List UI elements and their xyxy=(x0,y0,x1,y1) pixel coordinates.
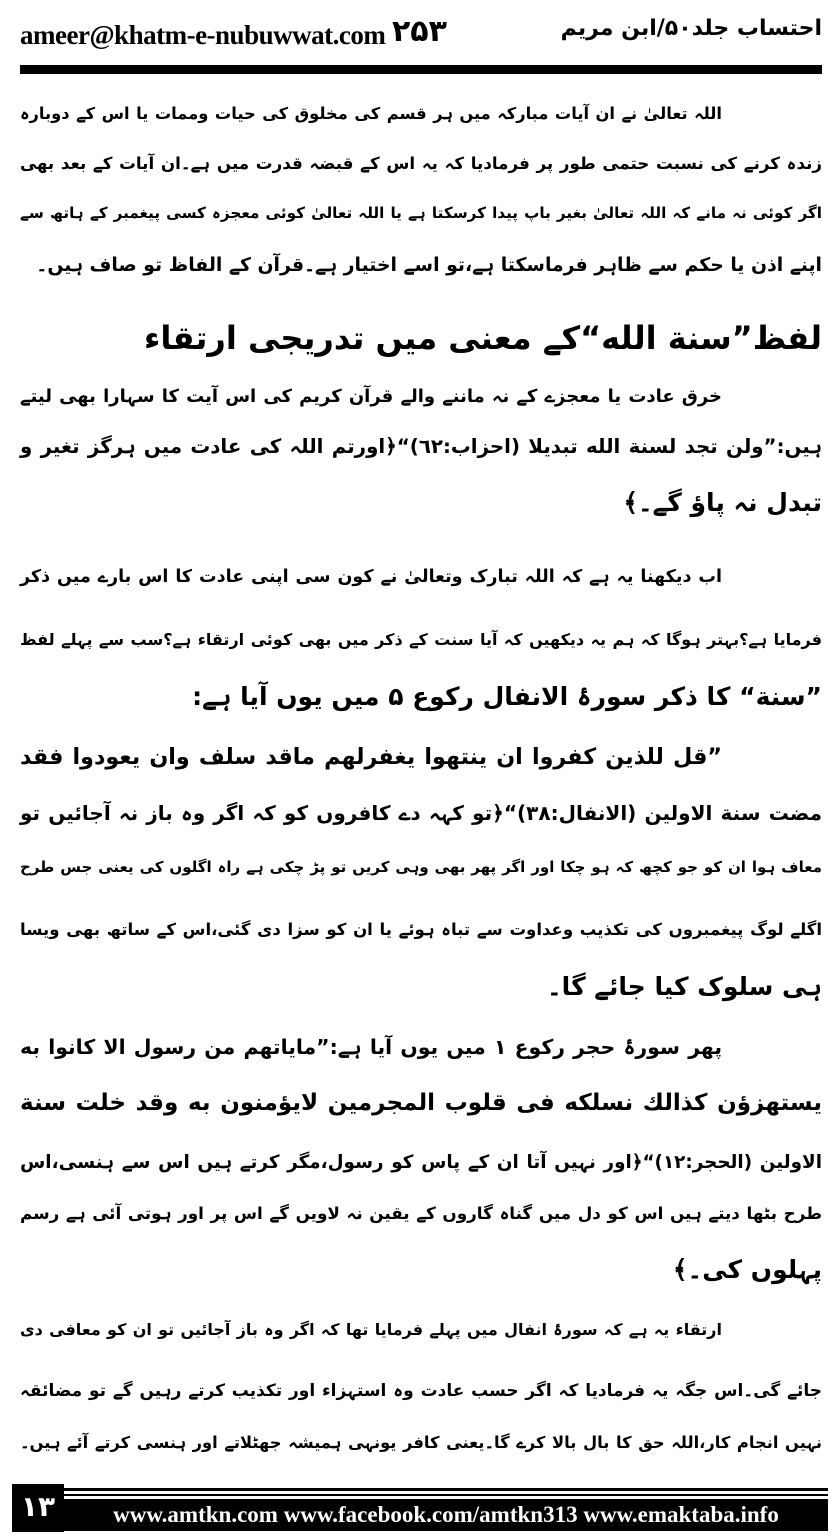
text-line xyxy=(20,371,722,423)
line-text: ہی سلوک کیا جائے گا۔ xyxy=(547,972,822,1001)
footer-links: www.amtkn.com www.facebook.com/amtkn313 www.emaktaba.info xyxy=(64,1499,828,1531)
text-line xyxy=(20,1364,822,1416)
line-text: پہلوں کی۔﴾ xyxy=(672,1255,822,1284)
arabic-quote-line xyxy=(20,1077,822,1129)
text-line xyxy=(20,614,822,666)
line-text: اللہ تعالیٰ نے ان آیات مبارکہ میں ہر قسم کی مخلوق کی حیات وممات یا اس کے دوبارہ xyxy=(20,104,722,123)
text-line xyxy=(20,88,722,140)
footer-rule xyxy=(64,1494,828,1496)
text-line xyxy=(20,904,822,956)
line-text: طرح بٹھا دیتے ہیں اس کو دل میں گناہ گاروں کے یقین نہ لاویں گے اس پر اور ہوتی آئی ہے رسم xyxy=(20,1203,822,1223)
section-heading xyxy=(20,308,822,368)
header-book-title: احتساب جلد۵۰/ابن مریم xyxy=(560,16,822,41)
line-text: پھر سورۂ حجر رکوع ۱ میں یوں آیا ہے:”مایاتھم من رسول الا کانوا به xyxy=(20,1035,722,1059)
line-text: اگلے لوگ پیغمبروں کی تکذیب وعداوت سے تباہ ہوئے یا ان کو سزا دی گئی،اس کے ساتھ بھی ویسا xyxy=(20,920,822,939)
text-line xyxy=(20,787,822,839)
text-line xyxy=(20,477,822,529)
header-rule xyxy=(20,65,822,74)
text-line xyxy=(20,1021,722,1073)
line-text: جائے گی۔اس جگہ یہ فرمادیا کہ اگر حسب عادت وہ استہزاء اور تکذیب کرتے رہیں گے تو مضائقہ xyxy=(20,1380,822,1400)
text-line xyxy=(20,1137,822,1189)
footer-page-number: ۱۳ xyxy=(12,1484,64,1532)
heading-text: لفظ”سنة الله“کے معنی میں تدریجی ارتقاء xyxy=(144,319,822,357)
text-line xyxy=(20,240,822,292)
header-email: ameer@khatm-e-nubuwwat.com xyxy=(20,20,386,50)
text-line xyxy=(20,1244,822,1296)
line-text: معاف ہوا ان کو جو کچھ کہ ہو چکا اور اگر پھر بھی وہی کریں تو پڑ چکی ہے راہ اگلوں کی یعنی جس طرح xyxy=(20,858,822,876)
text-line xyxy=(20,961,822,1013)
line-text: نہیں انجام کار،اللہ حق کا بال بالا کرے گا۔یعنی کافر یونہی ہمیشہ جھٹلاتے اور ہنسی کرتے آئے ہیں۔ xyxy=(20,1433,822,1452)
text-line xyxy=(20,1417,822,1469)
header-page-number: ۲۵۳ xyxy=(392,14,447,49)
line-text: فرمایا ہے؟بہتر ہوگا کہ ہم یہ دیکھیں کہ آیا سنت کے ذکر میں بھی کوئی ارتقاء ہے؟سب سے پہلے لفظ xyxy=(20,630,822,649)
line-text: خرق عادت یا معجزے کے نہ ماننے والے قرآن کریم کی اس آیت کا سہارا بھی لیتے xyxy=(20,386,722,407)
line-text: ”سنة“ کا ذکر سورۂ الانفال رکوع ۵ میں یوں آیا ہے: xyxy=(192,682,822,711)
text-line xyxy=(20,137,822,189)
line-text: الاولین (الحجر:١٢)“﴿اور نہیں آتا ان کے پاس کو رسول،مگر کرتے ہیں اس سے ہنسی،اس xyxy=(20,1152,822,1173)
text-line xyxy=(20,187,822,239)
text-line xyxy=(20,551,722,603)
line-text: مضت سنة الاولین (الانفال:٣٨)“﴿تو کہہ دے کافروں کو کہ اگر وہ باز نہ آجائیں تو xyxy=(20,801,822,825)
line-text: یستھزؤن کذالك نسلکه فی قلوب المجرمین لایؤمنون به وقد خلت سنة xyxy=(20,1090,822,1116)
text-line xyxy=(20,1304,722,1356)
line-text: ہیں:”ولن تجد لسنة الله تبدیلا (احزاب:٦٢)“﴿اورتم اللہ کی عادت میں ہرگز تغیر و xyxy=(20,435,822,458)
line-text: تبدل نہ پاؤ گے۔﴾ xyxy=(623,488,822,517)
line-text: اب دیکھنا یہ ہے کہ اللہ تبارک وتعالیٰ نے کون سی اپنی عادت کا اس بارے میں ذکر xyxy=(20,567,722,587)
line-text: اپنے اذن یا حکم سے ظاہر فرماسکتا ہے،تو اسے اختیار ہے۔قرآن کے الفاظ تو صاف ہیں۔ xyxy=(36,255,822,276)
line-text: اگر کوئی نہ مانے کہ اللہ تعالیٰ بغیر باپ پیدا کرسکتا ہے یا اللہ تعالیٰ کوئی معجزہ کسی پیغمبر کے ہاتھ سے xyxy=(20,204,822,222)
text-line xyxy=(20,1187,822,1239)
line-text: ”قل للذین کفروا ان ینتھوا یغفرلھم ماقد سلف وان یعودوا فقد xyxy=(20,744,722,770)
line-text: زندہ کرنے کی نسبت حتمی طور پر فرمادیا کہ یہ اس کے قبضہ قدرت میں ہے۔ان آیات کے بعد بھی xyxy=(20,153,822,173)
text-line xyxy=(20,421,822,473)
text-line xyxy=(20,671,822,723)
text-line xyxy=(20,841,822,893)
footer-rule xyxy=(64,1488,828,1491)
line-text: ارتقاء یہ ہے کہ سورۂ انفال میں پہلے فرمایا تھا کہ اگر وہ باز آجائیں تو ان کو معافی دی xyxy=(20,1320,722,1339)
arabic-quote-line xyxy=(20,731,722,783)
